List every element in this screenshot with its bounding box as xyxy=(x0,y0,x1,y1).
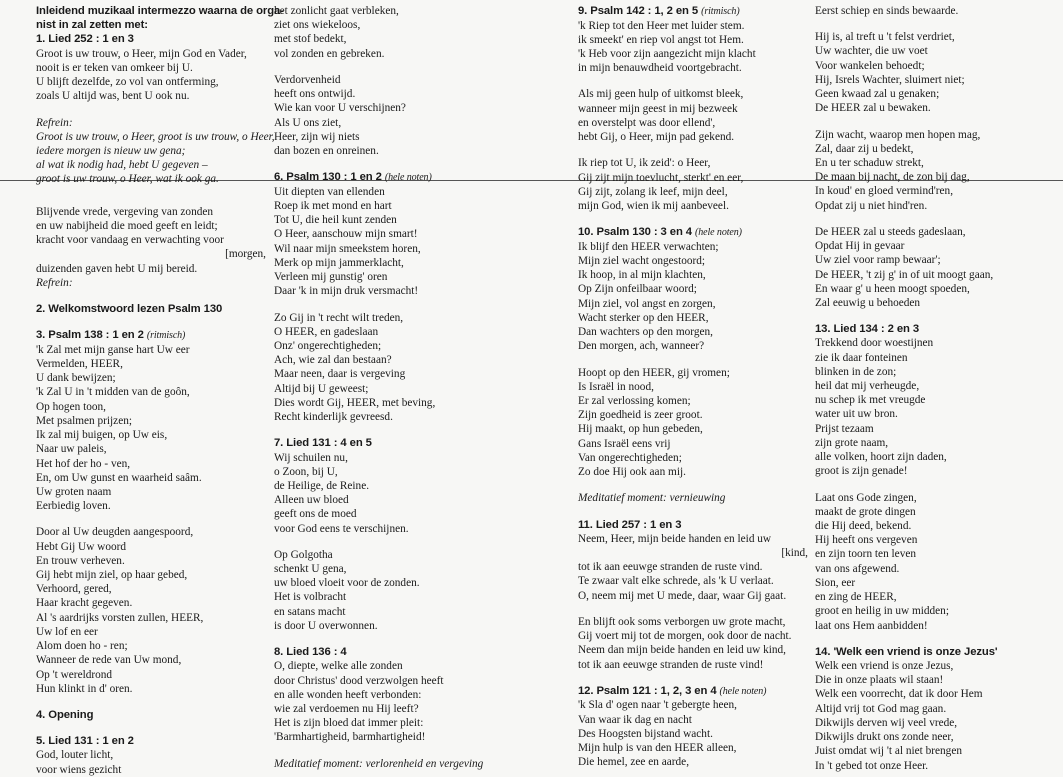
text-line: Ik hoop, in al mijn klachten, xyxy=(578,269,706,282)
spacer xyxy=(815,310,1055,322)
text-line: Merk op mijn jammerklacht, xyxy=(274,256,404,269)
heading-text: 12. Psalm 121 : 1, 2, 3 en 4 xyxy=(578,684,717,697)
spacer xyxy=(36,104,268,116)
text-line: Wanneer de rede van Uw mond, xyxy=(36,654,182,667)
text-line: en zing de HEER, xyxy=(815,591,897,604)
text-line: Hij, Isrels Wachter, sluimert niet; xyxy=(815,73,965,86)
text-line: water uit uw bron. xyxy=(815,408,898,421)
text-line: 'k Riep tot den Heer met luider stem. xyxy=(578,19,745,32)
spacer xyxy=(36,513,268,525)
spacer xyxy=(274,158,529,170)
heading-text: 9. Psalm 142 : 1, 2 en 5 xyxy=(578,5,699,17)
text-line: 'k Zal U in 't midden van de goôn, xyxy=(36,386,190,399)
continuation-line: [kind, xyxy=(781,546,808,559)
column-2 xyxy=(274,4,529,770)
text-line: Verhoord, gered, xyxy=(36,583,112,596)
continuation-line: [morgen, xyxy=(225,248,266,261)
text-line: Mijn ziel wacht ongestoord; xyxy=(578,255,706,268)
text-line: en overstelpt was door ellend', xyxy=(578,116,716,129)
spacer xyxy=(36,187,268,205)
text-line: Die hemel, zee en aarde, xyxy=(578,756,690,769)
heading-note: (hele noten) xyxy=(384,172,432,184)
text-line: Des Hoogsten bijstand wacht. xyxy=(578,727,713,740)
text-line: Verdorvenheid xyxy=(274,73,341,86)
text-line: Voor wankelen behoedt; xyxy=(815,59,925,72)
heading-text: 14. 'Welk een vriend is onze Jezus' xyxy=(815,645,998,658)
text-line: Vermelden, HEER, xyxy=(36,357,123,370)
section-heading xyxy=(274,436,529,450)
heading-text: 6. Psalm 130 : 1 en 2 xyxy=(274,171,382,184)
section-heading xyxy=(36,18,268,32)
text-line: Het is volbracht xyxy=(274,591,347,604)
spacer xyxy=(815,116,1055,128)
column-3 xyxy=(578,4,810,769)
text-line: De maan bij nacht, de zon bij dag, xyxy=(815,171,970,184)
text-line: Opdat zij u niet hind'ren. xyxy=(815,199,928,212)
text-line: Laat ons Gode zingen, xyxy=(815,491,917,504)
text-line: Hij heeft ons vergeven xyxy=(815,534,918,547)
spacer xyxy=(274,424,529,436)
text-line: tot ik aan eeuwge stranden de ruste vind. xyxy=(578,561,763,574)
text-line: Gij zijt mijn toevlucht, sterkt' en eer, xyxy=(578,171,744,184)
text-line: O, diepte, welke alle zonden xyxy=(274,660,403,673)
text-line: Wacht sterker op den HEER, xyxy=(578,311,709,324)
text-line: Dikwijls derven wij veel vrede, xyxy=(815,716,958,729)
section-heading xyxy=(578,684,810,699)
text-line: Mijn ziel, vol angst en zorgen, xyxy=(578,297,716,310)
text-line: Den morgen, ach, wanneer? xyxy=(578,340,705,353)
text-line: Sion, eer xyxy=(815,576,856,589)
text-line: Prijst tezaam xyxy=(815,422,874,435)
text-line: wie zal verdoemen nu Hij leeft? xyxy=(274,703,419,715)
text-line: En blijft ook soms verborgen uw grote macht, xyxy=(578,615,786,628)
text-line: Heer, zijn wij niets xyxy=(274,130,360,143)
text-line: Verleen mij gunstig' oren xyxy=(274,271,388,284)
section-heading xyxy=(36,32,268,46)
spacer xyxy=(274,536,529,548)
spacer xyxy=(274,299,529,311)
section-heading xyxy=(815,645,1055,659)
italic-line: Meditatief moment: verlorenheid en vergeving xyxy=(274,757,484,770)
text-line: die Hij deed, bekend. xyxy=(815,520,912,532)
text-line: zoals U altijd was, bent U ook nu. xyxy=(36,90,190,103)
spacer xyxy=(815,18,1055,30)
heading-text: 8. Lied 136 : 4 xyxy=(274,646,347,659)
text-line: Uw lof en eer xyxy=(36,625,98,638)
spacer xyxy=(578,75,810,87)
text-line: Onz' ongerechtigheden; xyxy=(274,339,382,352)
text-line: In 't gebed tot onze Heer. xyxy=(815,759,929,772)
text-line: Zo Gij in 't recht wilt treden, xyxy=(274,311,404,324)
text-line: en alle wonden heeft verbonden: xyxy=(274,688,422,701)
text-line: groot en heilig in uw midden; xyxy=(815,605,949,618)
text-line: Neem, Heer, mijn beide handen en leid uw xyxy=(578,532,772,545)
column-4 xyxy=(815,4,1055,772)
spacer xyxy=(274,633,529,645)
text-line: Alleen uw bloed xyxy=(274,494,349,507)
heading-text: 3. Psalm 138 : 1 en 2 xyxy=(36,329,144,342)
text-line: Uw groten naam xyxy=(36,485,112,498)
text-line: ik smeekt' en riep vol angst tot Hem. xyxy=(578,33,744,46)
text-line: nooit is er teken van omkeer bij U. xyxy=(36,61,193,74)
text-line: Daar 'k in mijn druk versmacht! xyxy=(274,285,419,298)
text-line: Van waar ik dag en nacht xyxy=(578,713,692,726)
spacer xyxy=(36,316,268,328)
text-line: Zal eeuwig u behoeden xyxy=(815,296,921,309)
text-line: Uit diepten van ellenden xyxy=(274,185,385,198)
text-line: o Zoon, bij U, xyxy=(274,465,338,478)
text-line: tot ik aan eeuwge stranden de ruste vind! xyxy=(578,658,764,671)
text-line: Is Israël in nood, xyxy=(578,380,654,393)
spacer xyxy=(274,61,529,73)
text-line: Neem dan mijn beide handen en leid uw kind, xyxy=(578,644,786,657)
heading-text: 10. Psalm 130 : 3 en 4 xyxy=(578,226,692,239)
text-line: Blijvende vrede, vergeving van zonden xyxy=(36,205,214,218)
text-line: Door al Uw deugden aangespoord, xyxy=(36,526,194,539)
text-line: Hij maakt, op hun gebeden, xyxy=(578,423,703,436)
text-line: met stof bedekt, xyxy=(274,33,347,46)
text-line: Ik riep tot U, ik zeid': o Heer, xyxy=(578,157,711,170)
text-line: Al 's aardrijks vorsten zullen, HEER, xyxy=(36,611,204,624)
spacer xyxy=(578,603,810,615)
text-line: Trekkend door woestijnen xyxy=(815,337,934,350)
text-line: Op Zijn onfeilbaar woord; xyxy=(578,283,697,296)
text-line: Hoopt op den HEER, gij vromen; xyxy=(578,366,730,379)
heading-text: 5. Lied 131 : 1 en 2 xyxy=(36,735,134,748)
heading-text: 4. Opening xyxy=(36,709,94,721)
heading-text: nist in zal zetten met: xyxy=(36,19,148,32)
spacer xyxy=(36,696,268,708)
spacer xyxy=(578,672,810,684)
text-line: O Heer, aanschouw mijn smart! xyxy=(274,228,418,241)
heading-note: (hele noten) xyxy=(719,685,767,697)
text-line: voor God eens te verschijnen. xyxy=(274,522,409,535)
text-line: van ons afgewend. xyxy=(815,562,900,575)
text-line: zijn grote naam, xyxy=(815,436,889,449)
text-line: Op 't wereldrond xyxy=(36,668,113,681)
section-heading xyxy=(36,708,268,722)
text-line: Hun klinkt in d' oren. xyxy=(36,682,133,695)
text-line: Roep ik met mond en hart xyxy=(274,200,392,212)
italic-line: iedere morgen is nieuw uw gena; xyxy=(36,144,186,157)
text-line: Alom doen ho - ren; xyxy=(36,640,128,653)
text-line: Als mij geen hulp of uitkomst bleek, xyxy=(578,88,744,101)
text-line: Het is zijn bloed dat immer pleit: xyxy=(274,717,424,730)
text-line: Gans Israël eens vrij xyxy=(578,437,671,450)
italic-line: Refrein: xyxy=(36,276,73,289)
text-line: maakt de grote dingen xyxy=(815,505,916,518)
spacer xyxy=(578,213,810,225)
italic-line: Groot is uw trouw, o Heer, groot is uw trouw, o Heer, xyxy=(36,130,275,143)
text-line: O, neem mij met U mede, daar, waar Gij gaat. xyxy=(578,589,787,602)
spacer xyxy=(815,479,1055,491)
text-line: Haar kracht gegeven. xyxy=(36,597,133,610)
spacer xyxy=(578,506,810,518)
text-line: Gij hebt mijn ziel, op haar gebed, xyxy=(36,569,188,582)
text-line: Er zal verlossing komen; xyxy=(578,395,691,407)
text-line: En trouw verheven. xyxy=(36,554,125,567)
text-line: en uw nabijheid die moed geeft en leidt; xyxy=(36,219,218,232)
text-line: Juist omdat wij 't al niet brengen xyxy=(815,745,962,758)
section-heading xyxy=(36,734,268,748)
text-line: het zonlicht gaat verbleken, xyxy=(274,5,399,17)
text-line: Altijd vrij tot God mag gaan. xyxy=(815,702,947,715)
text-line: door Christus' dood verzwolgen heeft xyxy=(274,674,444,687)
italic-line: al wat ik nodig had, hebt U gegeven – xyxy=(36,159,208,172)
heading-text: 11. Lied 257 : 1 en 3 xyxy=(578,518,682,531)
text-line: alle volken, hoort zijn daden, xyxy=(815,451,947,464)
text-line: Op Golgotha xyxy=(274,548,333,561)
text-line: Geen kwaad zal u genaken; xyxy=(815,88,940,101)
text-line: laat ons Hem aanbidden! xyxy=(815,619,928,632)
section-heading xyxy=(578,4,810,19)
text-line: en zijn toorn ten leven xyxy=(815,548,917,561)
text-line: zie ik daar fonteinen xyxy=(815,351,908,364)
text-line: 'k Zal met mijn ganse hart Uw eer xyxy=(36,343,190,356)
text-line: Zal, daar zij u bedekt, xyxy=(815,142,914,155)
text-line: En u ter schaduw strekt, xyxy=(815,156,924,169)
text-line: O HEER, en gadeslaan xyxy=(274,325,379,338)
section-heading xyxy=(36,328,268,343)
heading-text: 1. Lied 252 : 1 en 3 xyxy=(36,33,134,46)
section-heading xyxy=(815,322,1055,336)
text-line: blinken in de zon; xyxy=(815,365,897,378)
heading-note: (ritmisch) xyxy=(701,6,740,17)
text-line: God, louter licht, xyxy=(36,749,114,762)
text-line: U dank bewijzen; xyxy=(36,372,116,385)
heading-text: 13. Lied 134 : 2 en 3 xyxy=(815,323,920,336)
text-line: Naar uw paleis, xyxy=(36,443,107,456)
text-line: De HEER zal u steeds gadeslaan, xyxy=(815,225,966,238)
text-line: duizenden gaven hebt U mij bereid. xyxy=(36,262,198,275)
spacer xyxy=(815,213,1055,225)
text-line: Dikwijls drukt ons zonde neer, xyxy=(815,731,954,744)
text-line: Van ongerechtigheden; xyxy=(578,451,682,464)
text-line: geeft ons de moed xyxy=(274,508,357,521)
text-line: Ik zal mij buigen, op Uw eis, xyxy=(36,429,168,442)
heading-note: (ritmisch) xyxy=(146,330,186,342)
column-1 xyxy=(36,4,284,776)
text-line: groot is zijn genade! xyxy=(815,465,908,478)
text-line: 'k Heb voor zijn aangezicht mijn klacht xyxy=(578,48,756,61)
text-line: 'Barmhartigheid, barmhartigheid! xyxy=(274,731,426,744)
text-line: uw bloed vloeit voor de zonden. xyxy=(274,577,420,590)
text-line: Die in onze plaats wil staan! xyxy=(815,674,944,687)
text-line: en satans macht xyxy=(274,605,346,618)
text-line: wanneer mijn geest in mij bezweek xyxy=(578,102,738,115)
text-line: De HEER zal u bewaken. xyxy=(815,102,931,115)
text-line: kracht voor vandaag en verwachting voor xyxy=(36,234,224,247)
text-line: Hebt Gij Uw woord xyxy=(36,540,127,553)
section-heading xyxy=(578,225,810,240)
section-heading xyxy=(36,302,268,316)
text-line: voor wiens gezicht xyxy=(36,763,122,776)
text-line: Zijn goedheid is zeer groot. xyxy=(578,409,703,422)
text-line: Zijn wacht, waarop men hopen mag, xyxy=(815,128,981,141)
text-line: Zo doe Hij ook aan mij. xyxy=(578,466,686,479)
text-line: dan bozen en onreinen. xyxy=(274,144,379,157)
spacer xyxy=(578,144,810,156)
text-line: Altijd bij U geweest; xyxy=(274,382,369,395)
text-line: Gij voert mij tot de morgen, ook door de nacht. xyxy=(578,630,792,643)
text-line: Dan wachters op den morgen, xyxy=(578,326,713,339)
italic-line: Meditatief moment: vernieuwing xyxy=(578,492,726,505)
text-line: U blijft dezelfde, zo vol van ontferming, xyxy=(36,76,219,89)
text-line: De HEER, 't zij g' in of uit moogt gaan, xyxy=(815,268,994,281)
text-line: mijn God, wien ik mij aanbeveel. xyxy=(578,200,729,212)
text-line: de Heilige, de Reine. xyxy=(274,479,370,492)
text-line: schenkt U gena, xyxy=(274,563,347,576)
section-heading xyxy=(578,518,810,532)
text-line: hebt Gij, o Heer, mijn pad gekend. xyxy=(578,131,735,144)
text-line: Maar neen, daar is vergeving xyxy=(274,368,406,381)
italic-line: groot is uw trouw, o Heer, wat ik ook ga. xyxy=(36,173,219,186)
text-line: in mijn benauwdheid voortgebracht. xyxy=(578,62,742,75)
heading-text: Inleidend muzikaal intermezzo waarna de orga- xyxy=(36,5,284,17)
text-line: In koud' en gloed vermind'ren, xyxy=(815,185,954,198)
text-line: En waar g' u heen moogt spoeden, xyxy=(815,282,970,295)
text-line: heeft ons ontwijd. xyxy=(274,88,356,101)
text-line: Recht kinderlijk gevreesd. xyxy=(274,411,393,424)
section-heading xyxy=(274,645,529,659)
spacer xyxy=(274,745,529,757)
spacer xyxy=(36,290,268,302)
text-line: Gij zijt, zolang ik leef, mijn deel, xyxy=(578,185,728,198)
text-line: En, om Uw gunst en waarheid saâm. xyxy=(36,471,202,484)
text-line: Opdat Hij in gevaar xyxy=(815,240,905,253)
spacer xyxy=(578,354,810,366)
text-line: Op hogen toon, xyxy=(36,400,106,413)
text-line: Wij schuilen nu, xyxy=(274,451,348,464)
spacer xyxy=(36,722,268,734)
text-line: Het hof der ho - ven, xyxy=(36,457,131,470)
text-line: Als U ons ziet, xyxy=(274,116,342,129)
text-line: Te zwaar valt elke schrede, als 'k U verlaat. xyxy=(578,575,774,588)
text-line: Mijn hulp is van den HEER alleen, xyxy=(578,741,737,754)
text-line: heil dat mij verheugde, xyxy=(815,380,920,393)
text-line: Wil naar mijn smeekstem horen, xyxy=(274,242,421,255)
heading-note: (hele noten) xyxy=(695,227,742,239)
text-line: Wie kan voor U verschijnen? xyxy=(274,102,406,115)
italic-line: Refrein: xyxy=(36,116,73,129)
text-line: Met psalmen prijzen; xyxy=(36,414,132,427)
spacer xyxy=(578,479,810,491)
text-line: Dies wordt Gij, HEER, met beving, xyxy=(274,396,436,409)
text-line: Ach, wie zal dan bestaan? xyxy=(274,354,392,367)
text-line: Groot is uw trouw, o Heer, mijn God en Vader, xyxy=(36,47,247,60)
text-line: nu schep ik met vreugde xyxy=(815,394,926,407)
text-line: ziet ons wiekeloos, xyxy=(274,19,361,32)
text-line: Eerst schiep en sinds bewaarde. xyxy=(815,5,959,17)
text-line: Hij is, al treft u 't felst verdriet, xyxy=(815,31,955,44)
heading-text: 7. Lied 131 : 4 en 5 xyxy=(274,437,372,450)
text-line: vol zonden en gebreken. xyxy=(274,47,385,60)
text-line: Uw ziel voor ramp bewaar'; xyxy=(815,254,941,267)
text-line: Welk een vriend is onze Jezus, xyxy=(815,659,954,672)
heading-text: 2. Welkomstwoord lezen Psalm 130 xyxy=(36,302,223,315)
text-line: Welk een voorrecht, dat ik door Hem xyxy=(815,688,983,701)
text-line: is door U overwonnen. xyxy=(274,619,378,632)
section-heading xyxy=(36,4,284,18)
spacer xyxy=(815,633,1055,645)
text-line: 'k Sla d' ogen naar 't gebergte heen, xyxy=(578,699,737,712)
text-line: Tot U, die heil kunt zenden xyxy=(274,214,397,227)
text-line: Ik blijf den HEER verwachten; xyxy=(578,240,719,253)
text-line: Eerbiedig loven. xyxy=(36,500,111,513)
section-heading xyxy=(274,170,529,185)
text-line: Uw wachter, die uw voet xyxy=(815,45,928,58)
